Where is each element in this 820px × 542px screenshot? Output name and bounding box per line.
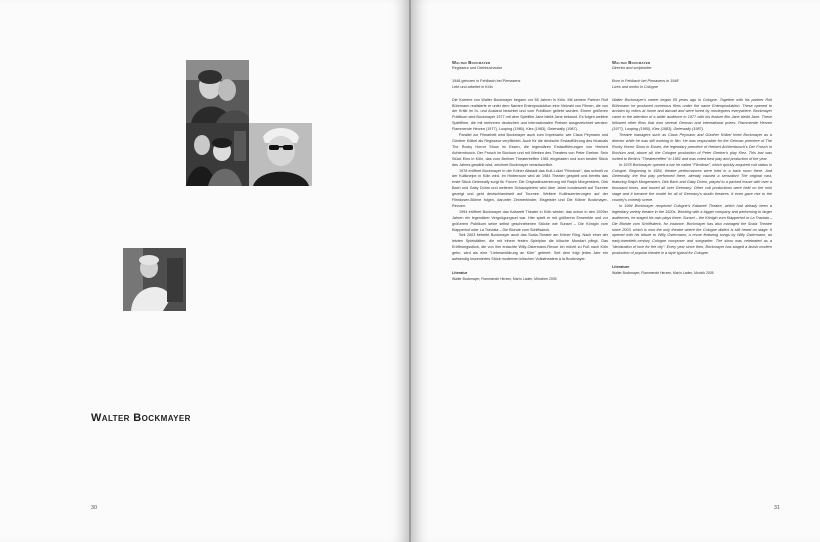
english-literature-entry: Walter Bockmayer, Flammende Herzen, Man's Laden, Munich 2005 bbox=[612, 271, 714, 275]
english-bio bbox=[612, 79, 772, 91]
german-bio-line: 1948 geboren in Fehlbach bei Pirmasens bbox=[452, 78, 521, 83]
portrait-with-sunglasses-photo bbox=[249, 123, 312, 186]
german-bio bbox=[452, 79, 608, 91]
german-paragraph: Die Karriere von Walter Bockmayer begann vor 55 Jahren in Köln. Mit seinem Partner Rolf Bührmann realisierte er unter dem Namen Entenproduktion eine Vielzahl von Filmen, die von der Kritik im In- und Ausland beachtet und vom Publikum geliebt wurden. Einem größeren Publikum wird Bockmayer 1977 mit dem Spielfilm Jane bleibt Jane bekannt. Es folgen weitere Spielfilme, die mit mehreren deutschen und internationalen Preisen ausgezeichnet werden: Flammende Herzen (1977), Looping (1980), Kiez (1983), Geierwally (1987). bbox=[452, 97, 608, 132]
german-paragraph: Seit 2003 betreibt Bockmayer auch das Scala-Theater am Kölner Ring. Nach einer der letzten Spielstätten, die mit einem festen Spielplan die kölsche Mundart pflegt. Das Eröffnungsstück, die von ihm erdachte Willy-Ostermann-Revue Ich möcht zu Fuß nach Köln gehn, wird als eine "Liebeserklärung an Köln" gefeiert. Seit dem folgt jedes Jahr ein aufwendig inszeniertes Stück modernen kölschen Volkstheaters à la Bockmayer. bbox=[452, 233, 608, 262]
english-title: Walter Bockmayer bbox=[612, 60, 651, 65]
english-literature-heading: Literature bbox=[612, 265, 630, 270]
page-number-left: 30 bbox=[91, 505, 98, 511]
german-literature-heading: Literatur bbox=[452, 271, 468, 275]
left-page bbox=[0, 0, 409, 542]
english-role: Director and scriptwriter bbox=[612, 65, 652, 70]
seated-portrait-photo bbox=[123, 248, 186, 311]
german-literature-entry: Walter Bockmayer, Flammende Herzen, Man's Laden, München 2005 bbox=[452, 276, 557, 281]
english-paragraph: Theatre managers such as Claus Peymann and Günther Kölbel hired Bockmayer as a director while he was still working in film. He was responsible for the German premiere of The Rocky Horror Show in Essen, the legendary premiere of Herbert Achternbusch's Der Frosch in Bochum and, above all, the Cologne production of Peter Greiner's play Kiez. This last was invited to Berlin's "Theatertreffen" in 1981 and was voted best play and production of the year. bbox=[612, 133, 772, 161]
german-paragraph: 1978 eröffnet Bockmayer in der Kölner Altstadt das Kult-Lokal "Filmdose", das schnell zu der Kultkneipe in Köln wird. Im Hinterraum wird ab 1984 Theater gespielt und bereits das erste Stück Geierwally sorgt für Furore. Die Originalinszenierung mit Ralph Morgenstern, Dirk Bach und Gaby Dohm und weiteren Schauspielern wird über Jahre bundesweit auf Tournee gezeigt und geht deutschlandweit auf Tournee. Weitere Kultinszenierungen auf der Filmdosen-Bühne folgen, darunter Zimmerkinder, Eisgeister und Die Kölner Bockmayer-Revuen. bbox=[452, 168, 608, 208]
german-bio-line: Lebt und arbeitet in Köln bbox=[452, 84, 493, 89]
german-title: Walter Bockmayer bbox=[452, 60, 491, 65]
english-bio-line: Lives and works in Cologne bbox=[612, 84, 658, 89]
group-photo bbox=[186, 123, 249, 186]
german-role: Regisseur und Drehbuchautor bbox=[452, 65, 503, 70]
right-page bbox=[411, 0, 820, 542]
german-paragraph: Parallel zur Filmarbeit wird Bockmayer auch zum Impresario: wie Claus Peymann und Günther Kölbel als Regisseur verpflichtet. Auch für die deutsche Erstaufführung des Musicals The Rocky Horror Show im Essen, die legendären Erstaufführungen von Herbert Achternbusch. Der Frosch im Bochum und mit Werken des Theaters von Peter Greiner. Sein Stück Eins in Köln, das zum Berliner Theatertreffen 1981 eingeladen und zum besten Stück des Jahres gewählt wird, zeichnet Bockmayer verantwortlich. bbox=[452, 133, 608, 167]
german-text-column bbox=[452, 60, 608, 400]
english-text-column bbox=[612, 60, 772, 400]
english-paragraph: In 1978 Bockmayer opened a bar he called "Filmdose", which quickly acquired cult status in Cologne. Beginning in 1984, theatre performances were held in a back room there. And Geierwally, the first play performed there, already caused a sensation! The original cast, featuring Ralph Morgenstern, Dirk Bach and Gaby Dohm, played to a packed house with over a thousand times, and toured all over Germany. Other cult productions were held on the mini stage and it became the model for all of Germany's studio theatres. It even gave rise to the country's comedy scene. bbox=[612, 162, 772, 203]
english-paragraph: Walter Bockmayer's career began 55 years ago in Cologne. Together with his partner Rolf Bührmann he produced numerous films under the name Entenproduktion. These opened to acclaim by critics at home and abroad and were loved by moviegoers everywhere. Bockmayer came to the attention of a wider audience in 1977 with his feature film Jane bleibt Jane. These followed other films that won several German and international prizes: Flammende Herzen (1977), Looping (1980), Kiez (1983), Geierwally (1987). bbox=[612, 97, 772, 132]
german-paragraph: 1994 eröffnet Bockmayer das Kabarett Theater in Köln wieder, das schon in den 1920er Jahren ein legendärer Vergnügungsort war. Hier spielt er mit größerem Ensemble und vor größerem Publikum seine selbst geschriebenen Stücke wie Sunset – Die Königin vom Klapperhof oder La Traviata – Die Blonde vom Schiffsdeck. bbox=[452, 209, 608, 232]
english-bio-line: Born in Fehlbach bei Pirmasens in 1948 bbox=[612, 78, 679, 83]
artist-name-heading: Walter Bockmayer bbox=[91, 412, 191, 424]
english-paragraph: In 1994 Bockmayer reopened Cologne's Kabarett Theatre, which had already been a legendary variety theatre in the 1920s. Working with a bigger company and performing to larger audiences, he staged his own plays there: Sunset – the Königin vom Klapperhof or La Traviata – Die Blonde vom Schiffsdeck, for instance. Bockmayer has also managed the Scala Theatre since 2003, which is now the only theatre where the Cologne dialect is still heard on stage. It opened with his tribute to Willy Ostermann, a revue featuring songs by Willy Ostermann, an early-twentieth-century Cologne composer and songwriter. The show was celebrated as a "declaration of love for the city". Every year since then, Bockmayer has staged a lavish modern production of popular theatre in a style typical for Cologne. bbox=[612, 203, 772, 256]
page-number-right: 31 bbox=[773, 505, 780, 511]
portrait-photo bbox=[186, 60, 249, 123]
